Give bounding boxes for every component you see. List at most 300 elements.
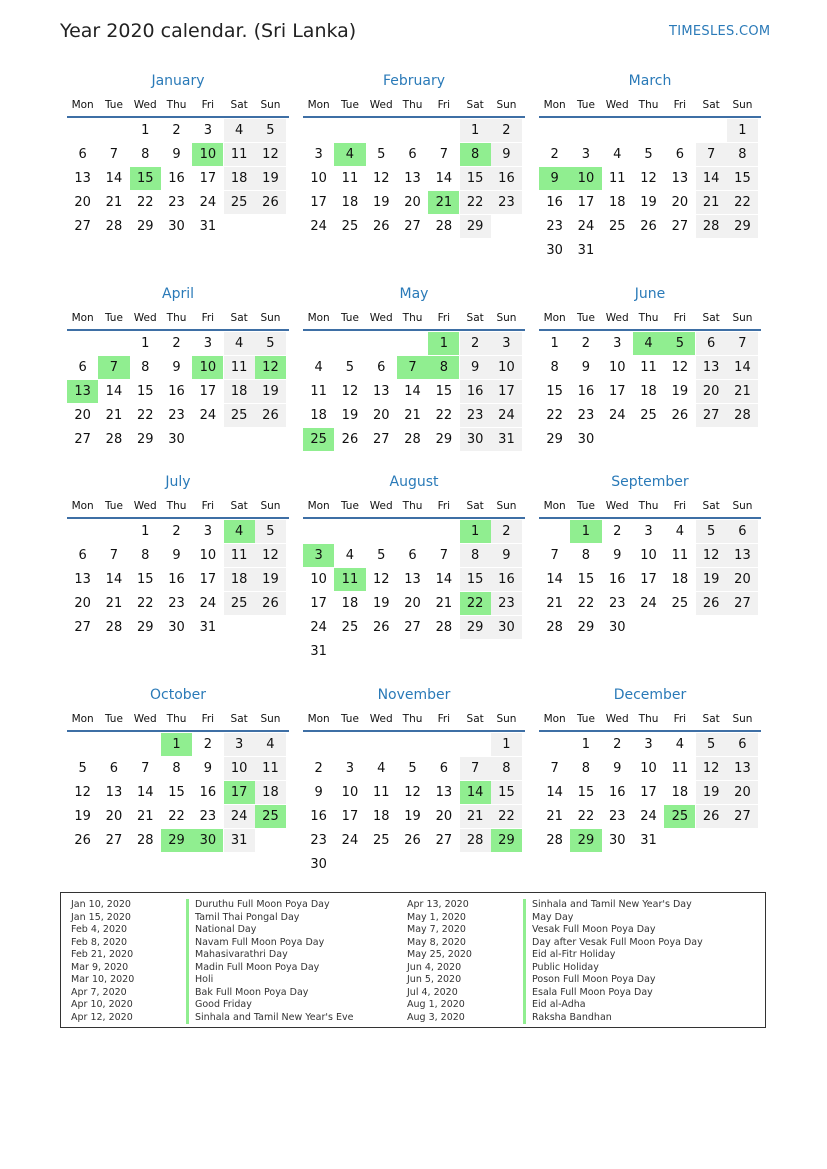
weekday-label: Tue bbox=[340, 713, 359, 725]
day-cell: 9 bbox=[203, 761, 212, 776]
day-cell: 23 bbox=[168, 195, 185, 210]
weekday-label: Mon bbox=[307, 500, 330, 512]
day-cell: 20 bbox=[105, 809, 123, 824]
weekday-label: Wed bbox=[605, 500, 629, 512]
holiday-date: Feb 4, 2020 bbox=[71, 924, 128, 935]
day-cell: 14 bbox=[546, 572, 563, 587]
day-cell: 7 bbox=[696, 143, 727, 166]
weekday-label: Tue bbox=[576, 99, 595, 111]
holiday-date: May 7, 2020 bbox=[407, 924, 466, 935]
day-cell: 1 bbox=[727, 119, 758, 142]
day-cell: 25 bbox=[640, 408, 657, 423]
day-cell: 1 bbox=[141, 524, 150, 539]
day-cell: 29 bbox=[136, 219, 154, 234]
day-cell: 28 bbox=[105, 620, 123, 635]
holiday-name: Public Holiday bbox=[532, 961, 599, 973]
day-cell: 27 bbox=[74, 219, 91, 234]
day-cell: 5 bbox=[345, 360, 355, 375]
weekday-label: Sat bbox=[230, 500, 248, 512]
day-cell: 3 bbox=[224, 733, 255, 756]
day-cell: 17 bbox=[577, 195, 595, 210]
day-cell: 18 bbox=[341, 596, 359, 611]
day-cell: 3 bbox=[644, 524, 653, 539]
weekday-label: Fri bbox=[437, 99, 451, 111]
day-cell: 27 bbox=[404, 219, 421, 234]
day-cell: 23 bbox=[491, 191, 522, 214]
weekday-label: Mon bbox=[307, 99, 330, 111]
day-cell: 24 bbox=[577, 219, 595, 234]
weekday-label: Sun bbox=[496, 312, 517, 324]
day-cell: 2 bbox=[581, 336, 591, 351]
day-cell: 3 bbox=[203, 123, 212, 138]
weekday-label: Sat bbox=[702, 500, 720, 512]
day-cell: 17 bbox=[640, 785, 657, 800]
day-cell: 5 bbox=[696, 733, 727, 756]
weekday-label: Wed bbox=[605, 99, 629, 111]
weekday-label: Sat bbox=[702, 713, 720, 725]
day-cell: 26 bbox=[696, 805, 727, 828]
day-cell: 13 bbox=[671, 171, 689, 186]
day-cell: 6 bbox=[377, 360, 386, 375]
day-cell: 16 bbox=[168, 171, 185, 186]
day-cell: 10 bbox=[310, 171, 327, 186]
weekday-label: Thu bbox=[638, 99, 659, 111]
holiday-day-cell: 4 bbox=[633, 332, 664, 355]
day-cell: 19 bbox=[372, 195, 390, 210]
day-cell: 9 bbox=[314, 785, 323, 800]
day-cell: 2 bbox=[172, 524, 181, 539]
month-name: August bbox=[389, 474, 439, 490]
holiday-day-cell: 7 bbox=[397, 356, 428, 379]
day-cell: 24 bbox=[199, 195, 217, 210]
day-cell: 5 bbox=[696, 520, 727, 543]
day-cell: 22 bbox=[136, 195, 154, 210]
day-cell: 21 bbox=[696, 191, 727, 214]
day-cell: 15 bbox=[136, 384, 154, 399]
day-cell: 30 bbox=[546, 243, 563, 258]
day-cell: 15 bbox=[168, 785, 185, 800]
day-cell: 7 bbox=[439, 147, 448, 162]
day-cell: 17 bbox=[608, 384, 626, 399]
holiday-name: Madin Full Moon Poya Day bbox=[195, 961, 320, 973]
weekday-label: Thu bbox=[166, 500, 187, 512]
holiday-day-cell: 1 bbox=[428, 332, 459, 355]
day-cell: 4 bbox=[224, 119, 255, 142]
day-cell: 20 bbox=[74, 408, 91, 423]
day-cell: 12 bbox=[671, 360, 689, 375]
day-cell: 11 bbox=[224, 544, 255, 567]
holiday-name: Good Friday bbox=[195, 999, 252, 1010]
day-cell: 12 bbox=[696, 544, 727, 567]
day-cell: 28 bbox=[404, 432, 421, 447]
day-cell: 19 bbox=[74, 809, 91, 824]
weekday-label: Mon bbox=[71, 99, 94, 111]
day-cell: 2 bbox=[203, 737, 212, 752]
day-cell: 22 bbox=[136, 596, 154, 611]
day-cell: 11 bbox=[255, 757, 286, 780]
day-cell: 6 bbox=[78, 548, 87, 563]
day-cell: 9 bbox=[172, 548, 181, 563]
day-cell: 23 bbox=[577, 408, 595, 423]
holiday-name: Holi bbox=[195, 974, 214, 985]
day-cell: 25 bbox=[341, 219, 359, 234]
day-cell: 21 bbox=[105, 408, 123, 423]
day-cell: 14 bbox=[136, 785, 154, 800]
day-cell: 18 bbox=[372, 809, 390, 824]
month-header-rule bbox=[539, 517, 761, 519]
holiday-name: Poson Full Moon Poya Day bbox=[532, 974, 656, 985]
day-cell: 2 bbox=[460, 332, 491, 355]
day-cell: 23 bbox=[199, 809, 217, 824]
weekday-label: Fri bbox=[201, 500, 215, 512]
day-cell: 13 bbox=[727, 544, 758, 567]
day-cell: 23 bbox=[608, 809, 626, 824]
holiday-day-cell: 5 bbox=[664, 332, 695, 355]
day-cell: 29 bbox=[727, 215, 758, 238]
day-cell: 21 bbox=[136, 809, 154, 824]
holiday-name: Sinhala and Tamil New Year's Eve bbox=[195, 1011, 354, 1023]
day-cell: 27 bbox=[671, 219, 689, 234]
day-cell: 23 bbox=[460, 404, 491, 427]
holiday-day-cell: 1 bbox=[460, 520, 491, 543]
holiday-name: Tamil Thai Pongal Day bbox=[195, 911, 300, 923]
holiday-day-cell: 15 bbox=[130, 167, 161, 190]
day-cell: 9 bbox=[581, 360, 591, 375]
holiday-date: Jun 4, 2020 bbox=[407, 961, 462, 973]
holiday-date: Jul 4, 2020 bbox=[407, 986, 458, 998]
holiday-day-cell: 1 bbox=[570, 520, 601, 543]
holiday-list bbox=[60, 892, 766, 1028]
day-cell: 14 bbox=[546, 785, 563, 800]
day-cell: 7 bbox=[109, 548, 119, 563]
day-cell: 6 bbox=[78, 147, 87, 162]
day-cell: 6 bbox=[696, 332, 727, 355]
day-cell: 8 bbox=[172, 761, 181, 776]
day-cell: 20 bbox=[435, 809, 453, 824]
day-cell: 12 bbox=[341, 384, 359, 399]
day-cell: 1 bbox=[491, 733, 522, 756]
weekday-label: Sat bbox=[466, 713, 484, 725]
weekday-label: Wed bbox=[369, 99, 393, 111]
day-cell: 21 bbox=[727, 380, 758, 403]
day-cell: 22 bbox=[546, 408, 563, 423]
day-cell: 27 bbox=[74, 620, 91, 635]
weekday-label: Sun bbox=[496, 500, 517, 512]
day-cell: 4 bbox=[675, 524, 684, 539]
day-cell: 14 bbox=[105, 384, 123, 399]
day-cell: 5 bbox=[255, 332, 286, 355]
day-cell: 27 bbox=[727, 805, 758, 828]
weekday-label: Sat bbox=[702, 312, 720, 324]
weekday-label: Tue bbox=[576, 312, 595, 324]
holiday-day-cell: 13 bbox=[67, 380, 98, 403]
holiday-day-cell: 25 bbox=[303, 428, 334, 451]
day-cell: 29 bbox=[460, 215, 491, 238]
day-cell: 9 bbox=[613, 548, 622, 563]
holiday-name: Esala Full Moon Poya Day bbox=[532, 986, 653, 998]
weekday-label: Wed bbox=[605, 713, 629, 725]
weekday-label: Mon bbox=[307, 312, 330, 324]
day-cell: 19 bbox=[255, 167, 286, 190]
day-cell: 31 bbox=[199, 620, 217, 635]
month-header-rule bbox=[303, 329, 525, 331]
day-cell: 3 bbox=[613, 336, 622, 351]
day-cell: 11 bbox=[310, 384, 327, 399]
day-cell: 17 bbox=[199, 384, 217, 399]
day-cell: 25 bbox=[224, 191, 255, 214]
day-cell: 2 bbox=[314, 761, 323, 776]
day-cell: 31 bbox=[199, 219, 217, 234]
day-cell: 6 bbox=[78, 360, 87, 375]
day-cell: 25 bbox=[224, 404, 255, 427]
holiday-date: Apr 7, 2020 bbox=[71, 986, 127, 998]
day-cell: 4 bbox=[675, 737, 684, 752]
holiday-date: Apr 10, 2020 bbox=[71, 999, 133, 1010]
holiday-day-cell: 14 bbox=[460, 781, 491, 804]
day-cell: 26 bbox=[372, 219, 390, 234]
day-cell: 19 bbox=[341, 408, 359, 423]
day-cell: 29 bbox=[435, 432, 453, 447]
weekday-label: Sun bbox=[260, 99, 281, 111]
day-cell: 19 bbox=[372, 596, 390, 611]
holiday-name: Bak Full Moon Poya Day bbox=[195, 986, 309, 998]
weekday-label: Fri bbox=[437, 713, 451, 725]
day-cell: 18 bbox=[310, 408, 327, 423]
day-cell: 14 bbox=[105, 171, 123, 186]
day-cell: 27 bbox=[404, 620, 421, 635]
day-cell: 2 bbox=[613, 524, 622, 539]
holiday-day-cell: 9 bbox=[539, 167, 570, 190]
day-cell: 18 bbox=[671, 572, 689, 587]
weekday-label: Fri bbox=[437, 500, 451, 512]
weekday-label: Sat bbox=[466, 500, 484, 512]
day-cell: 21 bbox=[546, 596, 563, 611]
day-cell: 24 bbox=[341, 833, 359, 848]
day-cell: 16 bbox=[491, 167, 522, 190]
day-cell: 7 bbox=[727, 332, 758, 355]
day-cell: 13 bbox=[404, 572, 421, 587]
day-cell: 29 bbox=[136, 620, 154, 635]
day-cell: 28 bbox=[696, 215, 727, 238]
day-cell: 16 bbox=[460, 380, 491, 403]
day-cell: 3 bbox=[203, 336, 212, 351]
day-cell: 14 bbox=[727, 356, 758, 379]
holiday-name: Navam Full Moon Poya Day bbox=[195, 936, 325, 948]
weekday-label: Wed bbox=[369, 713, 393, 725]
day-cell: 7 bbox=[109, 147, 119, 162]
day-cell: 11 bbox=[224, 356, 255, 379]
weekday-label: Fri bbox=[673, 713, 687, 725]
day-cell: 30 bbox=[168, 219, 185, 234]
day-cell: 16 bbox=[168, 572, 185, 587]
day-cell: 24 bbox=[310, 219, 327, 234]
day-cell: 23 bbox=[491, 592, 522, 615]
weekday-label: Fri bbox=[673, 99, 687, 111]
holiday-dates-col-2 bbox=[407, 899, 472, 1024]
day-cell: 6 bbox=[727, 520, 758, 543]
day-cell: 30 bbox=[491, 616, 522, 639]
holiday-date: Aug 1, 2020 bbox=[407, 999, 465, 1010]
holiday-day-cell: 7 bbox=[98, 356, 129, 379]
day-cell: 8 bbox=[581, 548, 591, 563]
day-cell: 24 bbox=[224, 805, 255, 828]
day-cell: 31 bbox=[491, 428, 522, 451]
day-cell: 17 bbox=[341, 809, 359, 824]
day-cell: 8 bbox=[141, 548, 150, 563]
holiday-date: Mar 9, 2020 bbox=[71, 961, 129, 973]
day-cell: 5 bbox=[78, 761, 87, 776]
day-cell: 18 bbox=[224, 167, 255, 190]
day-cell: 23 bbox=[168, 408, 185, 423]
weekday-label: Mon bbox=[543, 99, 566, 111]
day-cell: 8 bbox=[550, 360, 559, 375]
month-header-rule bbox=[539, 329, 761, 331]
day-cell: 19 bbox=[255, 380, 286, 403]
weekday-label: Wed bbox=[133, 312, 157, 324]
brand-link[interactable]: TIMESLES.COM bbox=[669, 24, 771, 39]
day-cell: 16 bbox=[577, 384, 595, 399]
day-cell: 21 bbox=[460, 805, 491, 828]
day-cell: 25 bbox=[372, 833, 390, 848]
day-cell: 2 bbox=[172, 123, 181, 138]
day-cell: 20 bbox=[404, 596, 421, 611]
holiday-date: Jan 15, 2020 bbox=[71, 911, 131, 923]
holiday-date: Apr 13, 2020 bbox=[407, 899, 469, 910]
day-cell: 11 bbox=[372, 785, 390, 800]
day-cell: 1 bbox=[550, 336, 559, 351]
day-cell: 26 bbox=[74, 833, 91, 848]
holiday-day-cell: 17 bbox=[224, 781, 255, 804]
day-cell: 15 bbox=[435, 384, 453, 399]
day-cell: 17 bbox=[199, 572, 217, 587]
day-cell: 12 bbox=[640, 171, 657, 186]
day-cell: 29 bbox=[546, 432, 563, 447]
day-cell: 21 bbox=[435, 596, 453, 611]
weekday-label: Thu bbox=[402, 312, 423, 324]
day-cell: 22 bbox=[727, 191, 758, 214]
day-cell: 6 bbox=[727, 733, 758, 756]
holiday-date: Feb 8, 2020 bbox=[71, 936, 128, 948]
day-cell: 27 bbox=[105, 833, 123, 848]
day-cell: 2 bbox=[172, 336, 181, 351]
holiday-name: Vesak Full Moon Poya Day bbox=[532, 924, 656, 935]
month-header-rule bbox=[303, 517, 525, 519]
day-cell: 7 bbox=[141, 761, 150, 776]
day-cell: 12 bbox=[372, 171, 390, 186]
weekday-label: Sat bbox=[230, 99, 248, 111]
day-cell: 4 bbox=[613, 147, 622, 162]
day-cell: 30 bbox=[168, 620, 185, 635]
day-cell: 17 bbox=[310, 596, 327, 611]
day-cell: 10 bbox=[608, 360, 626, 375]
day-cell: 22 bbox=[577, 596, 595, 611]
weekday-label: Tue bbox=[340, 500, 359, 512]
day-cell: 15 bbox=[577, 785, 595, 800]
day-cell: 18 bbox=[255, 781, 286, 804]
month-name: July bbox=[165, 474, 191, 490]
day-cell: 18 bbox=[640, 384, 657, 399]
day-cell: 3 bbox=[491, 332, 522, 355]
day-cell: 17 bbox=[640, 572, 657, 587]
day-cell: 1 bbox=[141, 123, 150, 138]
day-cell: 4 bbox=[377, 761, 386, 776]
day-cell: 6 bbox=[408, 548, 417, 563]
month-header-rule bbox=[67, 116, 289, 118]
day-cell: 15 bbox=[460, 568, 491, 591]
month-name: December bbox=[613, 687, 687, 703]
day-cell: 20 bbox=[727, 568, 758, 591]
weekday-label: Mon bbox=[71, 312, 94, 324]
month-header-rule bbox=[67, 730, 289, 732]
holiday-day-cell: 29 bbox=[570, 829, 601, 852]
day-cell: 22 bbox=[435, 408, 453, 423]
day-cell: 6 bbox=[439, 761, 448, 776]
holiday-day-cell: 8 bbox=[428, 356, 459, 379]
weekday-label: Sat bbox=[230, 713, 248, 725]
day-cell: 13 bbox=[74, 572, 91, 587]
holiday-date: Aug 3, 2020 bbox=[407, 1011, 465, 1023]
day-cell: 20 bbox=[372, 408, 390, 423]
day-cell: 6 bbox=[675, 147, 684, 162]
day-cell: 27 bbox=[372, 432, 390, 447]
weekday-label: Mon bbox=[543, 500, 566, 512]
holiday-day-cell: 10 bbox=[192, 356, 223, 379]
day-cell: 9 bbox=[491, 544, 522, 567]
holiday-name: May Day bbox=[532, 911, 574, 923]
day-cell: 27 bbox=[727, 592, 758, 615]
day-cell: 8 bbox=[141, 360, 150, 375]
holiday-day-cell: 3 bbox=[303, 544, 334, 567]
day-cell: 2 bbox=[550, 147, 559, 162]
day-cell: 12 bbox=[404, 785, 421, 800]
weekday-label: Mon bbox=[543, 713, 566, 725]
holiday-day-cell: 10 bbox=[192, 143, 223, 166]
day-cell: 13 bbox=[74, 171, 91, 186]
day-cell: 25 bbox=[224, 592, 255, 615]
weekday-label: Thu bbox=[166, 99, 187, 111]
day-cell: 17 bbox=[491, 380, 522, 403]
day-cell: 4 bbox=[314, 360, 323, 375]
holiday-day-cell: 30 bbox=[192, 829, 223, 852]
day-cell: 10 bbox=[310, 572, 327, 587]
holiday-names-col-2 bbox=[523, 899, 703, 1024]
day-cell: 27 bbox=[696, 404, 727, 427]
day-cell: 16 bbox=[168, 384, 185, 399]
day-cell: 3 bbox=[581, 147, 591, 162]
holiday-name: Sinhala and Tamil New Year's Day bbox=[532, 899, 692, 910]
holiday-day-cell: 11 bbox=[334, 568, 365, 591]
weekday-label: Fri bbox=[201, 312, 215, 324]
weekday-label: Fri bbox=[673, 312, 687, 324]
day-cell: 26 bbox=[671, 408, 689, 423]
day-cell: 12 bbox=[255, 143, 286, 166]
day-cell: 10 bbox=[640, 548, 657, 563]
day-cell: 22 bbox=[491, 805, 522, 828]
day-cell: 10 bbox=[491, 356, 522, 379]
day-cell: 31 bbox=[640, 833, 657, 848]
day-cell: 28 bbox=[546, 620, 563, 635]
day-cell: 28 bbox=[546, 833, 563, 848]
holiday-day-cell: 4 bbox=[224, 520, 255, 543]
day-cell: 12 bbox=[74, 785, 91, 800]
day-cell: 24 bbox=[199, 596, 217, 611]
holiday-name: Raksha Bandhan bbox=[532, 1011, 612, 1023]
month-header-rule bbox=[67, 517, 289, 519]
holiday-date: Feb 21, 2020 bbox=[71, 949, 134, 960]
day-cell: 26 bbox=[255, 592, 286, 615]
day-cell: 20 bbox=[727, 781, 758, 804]
month-name: March bbox=[628, 73, 672, 89]
